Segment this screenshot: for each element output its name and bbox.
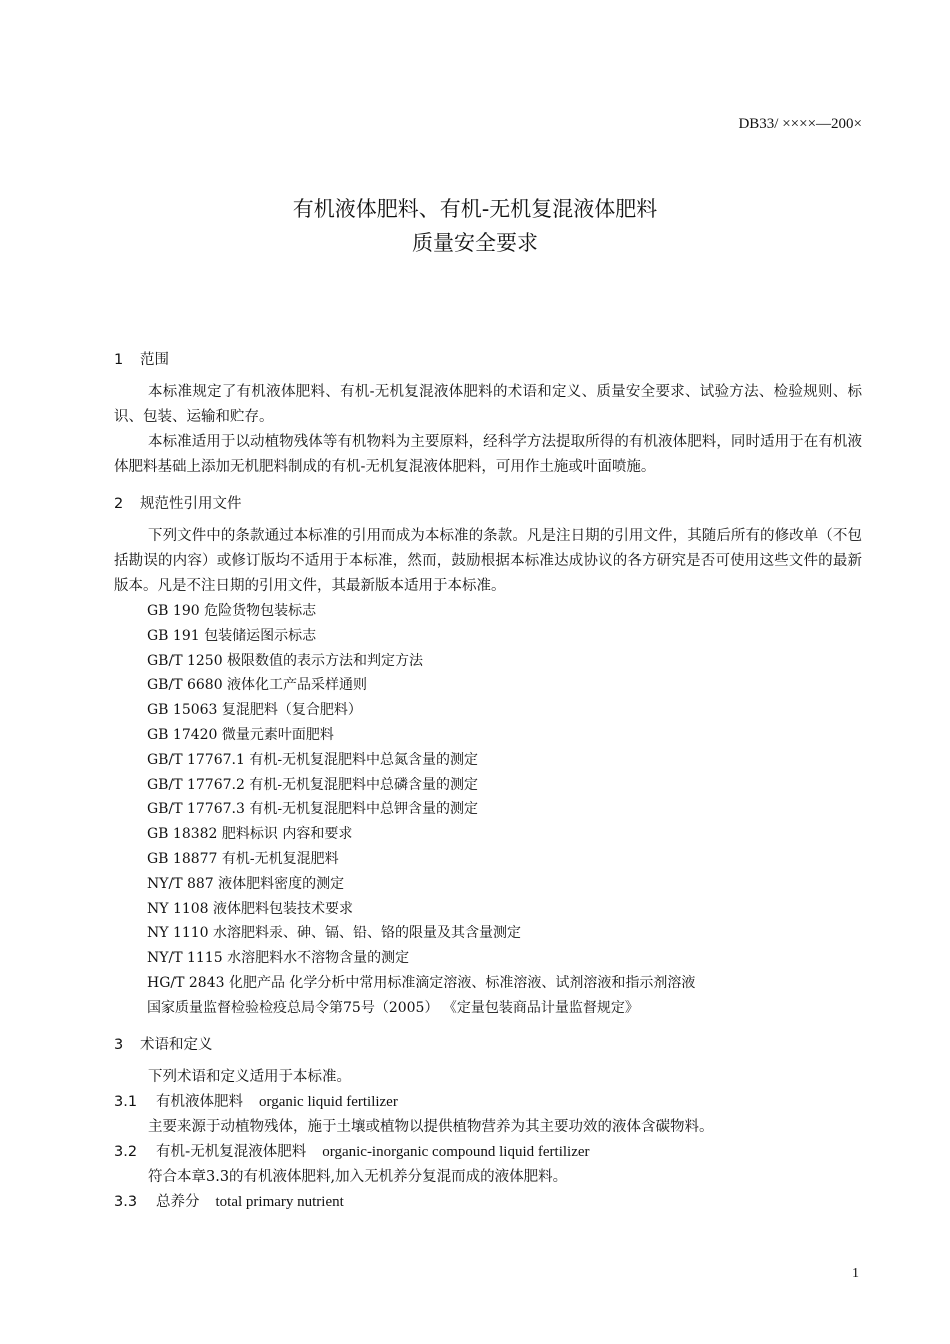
- reference-item: GB 15063 复混肥料（复合肥料）: [147, 702, 362, 719]
- term-number: 3.1: [114, 1093, 138, 1110]
- term-number: 3.3: [114, 1193, 138, 1210]
- reference-item: GB 18877 有机-无机复混肥料: [147, 850, 339, 867]
- title-line-2: 质量安全要求: [412, 231, 538, 255]
- reference-item: GB 18382 肥料标识 内容和要求: [147, 826, 353, 843]
- section-number: 1: [114, 352, 124, 368]
- term-definition: 符合本章3.3的有机液体肥料,加入无机养分复混而成的液体肥料。: [148, 1168, 568, 1185]
- term-number: 3.2: [114, 1143, 138, 1160]
- section-number: 3: [114, 1036, 124, 1053]
- reference-item: GB/T 17767.3 有机-无机复混肥料中总钾含量的测定: [147, 801, 479, 818]
- reference-list: [114, 599, 862, 1021]
- term-heading: [114, 1090, 862, 1115]
- paragraph: 下列术语和定义适用于本标准。: [148, 1068, 351, 1085]
- term-heading: [114, 1140, 862, 1165]
- section-title: 范围: [140, 352, 169, 368]
- section-heading-terms-definitions: [114, 1033, 862, 1057]
- page-number: 1: [852, 1266, 859, 1281]
- reference-item: GB/T 17767.1 有机-无机复混肥料中总氮含量的测定: [147, 751, 479, 768]
- reference-item: GB 191 包装储运图示标志: [147, 627, 317, 644]
- paragraph: 本标准适用于以动植物残体等有机物料为主要原料，经科学方法提取所得的有机液体肥料，同时适用于在有机液体肥料基础上添加无机肥料制成的有机-无机复混液体肥料，可用作土施或叶面喷施。: [114, 434, 862, 475]
- reference-item: 国家质量监督检验检疫总局令第75号（2005） 《定量包装商品计量监督规定》: [147, 999, 639, 1016]
- document-body: [114, 348, 862, 1215]
- reference-item: GB/T 6680 液体化工产品采样通则: [147, 677, 368, 694]
- paragraph: 本标准规定了有机液体肥料、有机-无机复混液体肥料的术语和定义、质量安全要求、试验方法、检验规则、标识、包装、运输和贮存。: [114, 384, 862, 425]
- term-heading: [114, 1190, 862, 1215]
- term-chinese: 总养分: [156, 1193, 200, 1210]
- reference-item: HG/T 2843 化肥产品 化学分析中常用标准滴定溶液、标准溶液、试剂溶液和指示剂溶液: [147, 974, 696, 991]
- term-english: organic-inorganic compound liquid fertilizer: [322, 1143, 590, 1160]
- document-title: [0, 192, 950, 260]
- document-code: DB33/ ××××—200×: [738, 116, 862, 132]
- section-title: 术语和定义: [140, 1036, 213, 1053]
- reference-item: NY 1108 液体肥料包装技术要求: [147, 900, 354, 917]
- title-line-1: 有机液体肥料、有机-无机复混液体肥料: [292, 197, 658, 221]
- term-chinese: 有机液体肥料: [156, 1093, 243, 1110]
- reference-item: GB 190 危险货物包装标志: [147, 603, 317, 619]
- reference-item: GB 17420 微量元素叶面肥料: [147, 726, 334, 743]
- term-chinese: 有机-无机复混液体肥料: [156, 1143, 307, 1160]
- section-heading-scope: [114, 348, 862, 372]
- term-english: total primary nutrient: [215, 1193, 344, 1210]
- term-english: organic liquid fertilizer: [259, 1093, 398, 1110]
- reference-item: GB/T 17767.2 有机-无机复混肥料中总磷含量的测定: [147, 776, 479, 793]
- reference-item: NY/T 887 液体肥料密度的测定: [147, 875, 345, 892]
- reference-item: GB/T 1250 极限数值的表示方法和判定方法: [147, 652, 424, 669]
- reference-item: NY/T 1115 水溶肥料水不溶物含量的测定: [147, 950, 410, 967]
- paragraph: 下列文件中的条款通过本标准的引用而成为本标准的条款。凡是注日期的引用文件，其随后所有的修改单（不包括勘误的内容）或修订版均不适用于本标准，然而，鼓励根据本标准达成协议的各方研究是否可使用这些文件的最新版本。凡是不注日期的引用文件，其最新版本适用于本标准。: [114, 528, 862, 594]
- reference-item: NY 1110 水溶肥料汞、砷、镉、铅、铬的限量及其含量测定: [147, 925, 522, 942]
- section-title: 规范性引用文件: [140, 496, 242, 512]
- term-definition: 主要来源于动植物残体，施于土壤或植物以提供植物营养为其主要功效的液体含碳物料。: [148, 1118, 714, 1135]
- section-number: 2: [114, 496, 124, 512]
- section-heading-normative-references: [114, 492, 862, 516]
